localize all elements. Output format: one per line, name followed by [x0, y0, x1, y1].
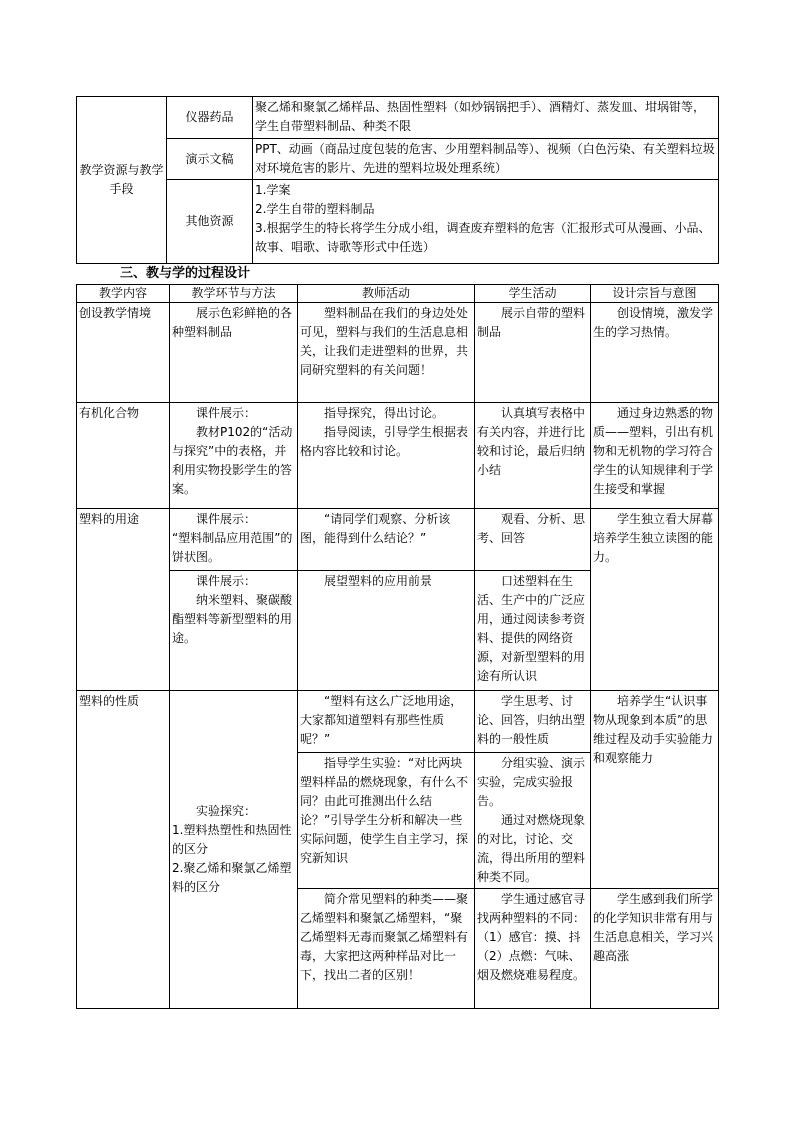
process-table [76, 284, 719, 1009]
method-line: 教材P102的“活动与探究”中的表格，并利用实物投影学生的答案。 [172, 425, 293, 496]
resource-item: 1.学案 [255, 183, 291, 197]
cell-purpose: 通过身边熟悉的物质——塑料，引出有机物和无机物的学习符合学生的认知规律利于学生接受和掌握 [591, 403, 719, 509]
resource-label: 其他资源 [167, 180, 253, 264]
cell-method: 展示色彩鲜艳的各种塑料制品 [170, 303, 298, 403]
student-line: 通过对燃烧现象的对比，讨论、交流，得出所用的塑料种类不同。 [477, 813, 586, 884]
cell-purpose: 培养学生“认识事物从现象到本质”的思维过程及动手实验能力和观察能力 [591, 691, 719, 889]
cell-content: 创设教学情境 [77, 303, 170, 403]
column-header: 学生活动 [475, 285, 591, 303]
resource-content [253, 180, 719, 264]
cell-method [170, 403, 298, 509]
student-line: 分组实验、演示实验，完成实验报告。 [477, 756, 586, 808]
cell-teacher: 展望塑料的应用前景 [298, 571, 475, 691]
column-header: 教学内容 [77, 285, 170, 303]
method-line: 课件展示： [196, 512, 257, 526]
method-line: 纳米塑料、聚碳酸酯塑料等新型塑料的用途。 [172, 593, 293, 645]
cell-student: 口述塑料在生活、生产中的广泛应用，通过阅读参考资料、提供的网络资源，对新型塑料的用途有所认识 [475, 571, 591, 691]
method-line: “塑料制品应用范围”的饼状图。 [172, 531, 293, 564]
resources-table [76, 96, 719, 264]
cell-teacher: 指导学生实验：“对比两块塑料样品的燃烧现象，有什么不同？由此可推测出什么结论？”引导学生分析和解决一些实际问题，使学生自主学习，探究新知识 [298, 753, 475, 889]
method-line: 实验探究： [196, 804, 257, 818]
section-title: 三、教与学的过程设计 [120, 266, 251, 281]
table-header-row [77, 285, 719, 303]
cell-method [170, 571, 298, 691]
teacher-line: 指导探究，得出讨论。 [324, 406, 445, 420]
cell-content: 塑料的用途 [77, 509, 170, 691]
cell-student [475, 753, 591, 889]
resource-row [77, 180, 719, 264]
cell-teacher: 简介常见塑料的种类——聚乙烯塑料和聚氯乙烯塑料，“聚乙烯塑料无毒而聚氯乙烯塑料有毒，大家把这两种样品对比一下，找出二者的区别！ [298, 889, 475, 1009]
resources-group-label: 教学资源与教学手段 [77, 97, 167, 264]
cell-student: 观看、分析、思考、回答 [475, 509, 591, 571]
table-row [77, 403, 719, 509]
resource-label: 仪器药品 [167, 97, 253, 139]
method-line: 1.塑料热塑性和热固性的区分 [172, 823, 292, 856]
table-row [77, 691, 719, 753]
student-line: 学生通过感官寻找两种塑料的不同： [477, 892, 586, 925]
resource-item: 3.根据学生的特长将学生分成小组，调查废弃塑料的危害（汇报形式可从漫画、小品、故事、唱歌、诗歌等形式中任选） [255, 221, 711, 254]
cell-purpose: 学生感到我们所学的化学知识非常有用与生活息息相关，学习兴趣高涨 [591, 889, 719, 1009]
resource-content: PPT、动画（商品过度包装的危害、少用塑料制品等）、视频（白色污染、有关塑料垃圾对环境危害的影片、先进的塑料垃圾处理系统） [253, 139, 719, 180]
student-line: （2）点燃：气味、烟及燃烧难易程度。 [477, 949, 586, 982]
cell-teacher [298, 403, 475, 509]
table-row [77, 303, 719, 403]
teacher-line: 指导阅读，引导学生根据表格内容比较和讨论。 [300, 425, 469, 458]
column-header: 教学环节与方法 [170, 285, 298, 303]
column-header: 教师活动 [298, 285, 475, 303]
resource-row [77, 139, 719, 180]
method-line: 2.聚乙烯和聚氯乙烯塑料的区分 [172, 861, 292, 894]
cell-content: 有机化合物 [77, 403, 170, 509]
column-header: 设计宗旨与意图 [591, 285, 719, 303]
method-line: 课件展示： [196, 574, 257, 588]
cell-student: 展示自带的塑料制品 [475, 303, 591, 403]
resource-item: 2.学生自带的塑料制品 [255, 202, 375, 216]
resource-content: 聚乙烯和聚氯乙烯样品、热固性塑料（如炒锅锅把手）、酒精灯、蒸发皿、坩埚钳等，学生自带塑料制品、种类不限 [253, 97, 719, 139]
student-line: （1）感官：摸、抖 [477, 930, 581, 944]
resource-label: 演示文稿 [167, 139, 253, 180]
cell-purpose: 创设情境，激发学生的学习热情。 [591, 303, 719, 403]
cell-teacher: 塑料制品在我们的身边处处可见，塑料与我们的生活息息相关，让我们走进塑料的世界，共同研究塑料的有关问题！ [298, 303, 475, 403]
cell-student: 学生思考、讨论、回答，归纳出塑料的一般性质 [475, 691, 591, 753]
cell-method [170, 509, 298, 571]
resource-row [77, 97, 719, 139]
cell-student [475, 889, 591, 1009]
table-row [77, 509, 719, 571]
cell-teacher: “请同学们观察、分析该图，能得到什么结论？” [298, 509, 475, 571]
cell-purpose: 学生独立看大屏幕培养学生独立读图的能力。 [591, 509, 719, 691]
cell-teacher: “塑料有这么广泛地用途，大家都知道塑料有那些性质呢？” [298, 691, 475, 753]
cell-method [170, 691, 298, 1009]
cell-student: 认真填写表格中有关内容，并进行比较和讨论，最后归纳小结 [475, 403, 591, 509]
method-line: 课件展示： [196, 406, 257, 420]
cell-content: 塑料的性质 [77, 691, 170, 1009]
